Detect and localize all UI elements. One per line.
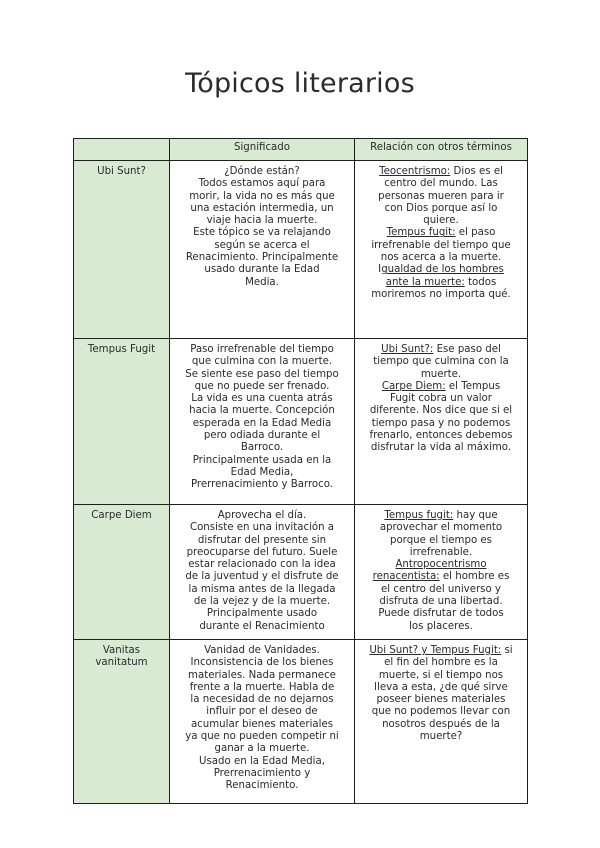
cell-line bbox=[358, 621, 524, 633]
relation-cell bbox=[355, 505, 528, 640]
cell-line bbox=[358, 706, 524, 718]
cell-line: pero odiada durante el bbox=[203, 430, 321, 442]
line-text: irrefrenable. bbox=[409, 546, 473, 558]
cell-line bbox=[358, 535, 524, 547]
topic-cell bbox=[74, 339, 170, 505]
line-text: con Dios porque así lo bbox=[384, 202, 498, 214]
cell-line: Prerrenacimiento y Barroco. bbox=[190, 479, 334, 491]
line-text: tiempo que culmina con la bbox=[373, 356, 509, 368]
meaning-cell bbox=[170, 639, 355, 803]
cell-line bbox=[358, 418, 524, 430]
cell-line: de la vejez y de la muerte. bbox=[193, 596, 331, 608]
cell-line bbox=[358, 657, 524, 669]
line-text: Puede disfrutar de todos bbox=[378, 608, 504, 620]
line-text: lleva a esta, ¿de qué sirve bbox=[374, 681, 508, 693]
line-text: muerte, si el tiempo nos bbox=[378, 669, 504, 681]
line-text: centro del mundo. Las bbox=[384, 178, 498, 190]
cell-line bbox=[358, 596, 524, 608]
term-label: renacentista: bbox=[372, 571, 440, 583]
table-row bbox=[74, 639, 528, 803]
cell-line: Consiste en una invitación a bbox=[189, 522, 335, 534]
cell-line: materiales. Nada permanece bbox=[188, 669, 336, 681]
cell-line: Este tópico se va relajando bbox=[193, 227, 331, 239]
table-row bbox=[74, 339, 528, 505]
meaning-cell bbox=[170, 339, 355, 505]
cell-line bbox=[358, 608, 524, 620]
term-label: Tempus fugit: bbox=[386, 227, 456, 239]
cell-line bbox=[358, 178, 524, 190]
line-text: el centro del universo y bbox=[381, 583, 501, 595]
cell-line: que no puede ser frenado. bbox=[194, 380, 330, 392]
cell-line: de la juventud y el disfrute de bbox=[185, 571, 339, 583]
cell-line: usado durante la Edad bbox=[204, 264, 320, 276]
cell-line: según se acerca el bbox=[214, 239, 310, 251]
topic-cell bbox=[74, 505, 170, 640]
cell-line: acumular bienes materiales bbox=[190, 718, 334, 730]
cell-line: Todos estamos aquí para bbox=[198, 178, 326, 190]
line-text: tiempo pasa y no podemos bbox=[371, 417, 511, 429]
cell-line bbox=[358, 405, 524, 417]
cell-line bbox=[358, 547, 524, 559]
line-text: diferente. Nos dice que si el bbox=[369, 405, 513, 417]
line-text: poseer bienes materiales bbox=[376, 694, 506, 706]
relation-cell bbox=[355, 639, 528, 803]
meaning-cell bbox=[170, 505, 355, 640]
cell-line: estar relacionado con la idea bbox=[188, 559, 336, 571]
line-text: si bbox=[501, 644, 513, 656]
cell-line: que culmina con la muerte. bbox=[191, 356, 333, 368]
cell-line: viaje hacia la muerte. bbox=[206, 215, 318, 227]
cell-line: durante el Renacimiento bbox=[199, 620, 325, 632]
cell-line: Prerrenacimiento y bbox=[213, 767, 311, 779]
line-text: el fin del hombre es la bbox=[384, 657, 498, 669]
cell-line: Renacimiento. Principalmente bbox=[185, 252, 339, 264]
literary-topics-table bbox=[73, 138, 528, 804]
cell-line: Usado en la Edad Media, bbox=[199, 755, 325, 767]
cell-line bbox=[358, 166, 524, 178]
cell-line: Aprovecha el día. bbox=[217, 510, 307, 521]
cell-line: Principalmente usado bbox=[206, 608, 318, 620]
cell-line bbox=[358, 227, 524, 239]
cell-line bbox=[358, 645, 524, 657]
line-text: Ese paso del bbox=[433, 344, 501, 355]
cell-line: La vida es una cuenta atrás bbox=[191, 393, 333, 405]
line-text: porque el tiempo es bbox=[389, 534, 492, 546]
topic-cell bbox=[74, 639, 170, 803]
cell-line bbox=[358, 252, 524, 264]
term-label: gualdad de los hombres bbox=[381, 264, 504, 276]
term-label: Antropocentrismo bbox=[395, 559, 487, 571]
cell-line: hacia la muerte. Concepción bbox=[189, 405, 335, 417]
cell-line bbox=[358, 191, 524, 203]
cell-line bbox=[358, 369, 524, 381]
line-text: nosotros después de la bbox=[382, 718, 500, 730]
cell-line: Vanitas bbox=[102, 644, 141, 656]
term-label: Carpe Diem: bbox=[381, 380, 446, 392]
relation-cell bbox=[355, 339, 528, 505]
line-text: Dios es el bbox=[450, 166, 503, 177]
cell-line bbox=[358, 240, 524, 252]
cell-line bbox=[358, 719, 524, 731]
term-label: Ubi Sunt?: bbox=[381, 344, 434, 355]
cell-line bbox=[358, 731, 524, 743]
cell-line: Ubi Sunt? bbox=[97, 166, 146, 177]
line-text: personas mueren para ir bbox=[378, 190, 504, 202]
cell-line: ya que no pueden competir ni bbox=[185, 731, 339, 743]
line-text: que no podemos llevar con bbox=[371, 706, 511, 718]
cell-line: morir, la vida no es más que bbox=[189, 190, 335, 202]
table-row bbox=[74, 505, 528, 640]
cell-line bbox=[358, 682, 524, 694]
table-row bbox=[74, 161, 528, 339]
cell-line bbox=[358, 670, 524, 682]
cell-line: esperada en la Edad Media bbox=[192, 417, 332, 429]
cell-line bbox=[358, 356, 524, 368]
cell-line bbox=[358, 571, 524, 583]
cell-line: disfrutar del presente sin bbox=[197, 534, 327, 546]
cell-line: Inconsistencia de los bienes bbox=[190, 657, 334, 669]
term-label: ante la muerte: bbox=[385, 276, 465, 288]
line-text: muerte. bbox=[420, 368, 462, 380]
cell-line: ganar a la muerte. bbox=[214, 743, 310, 755]
header-cell-empty bbox=[74, 139, 170, 161]
line-text: quiere. bbox=[423, 215, 459, 227]
cell-line: Vanidad de Vanidades. bbox=[204, 644, 320, 656]
cell-line bbox=[358, 381, 524, 393]
header-cell-relation: Relación con otros términos bbox=[355, 139, 528, 161]
cell-line: Media. bbox=[245, 276, 279, 288]
term-label: Ubi Sunt? y Tempus Fugit: bbox=[369, 644, 502, 656]
term-label: Tempus fugit: bbox=[384, 510, 454, 521]
cell-line bbox=[358, 694, 524, 706]
cell-line bbox=[358, 522, 524, 534]
cell-line bbox=[358, 203, 524, 215]
line-text: nos acerca a la muerte. bbox=[380, 252, 502, 264]
cell-line: Carpe Diem bbox=[91, 510, 152, 521]
line-text: moriremos no importa qué. bbox=[371, 288, 511, 300]
cell-line bbox=[358, 584, 524, 596]
cell-line: frente a la muerte. Habla de bbox=[189, 681, 335, 693]
header-cell-meaning: Significado bbox=[170, 139, 355, 161]
cell-line: ¿Dónde están? bbox=[224, 166, 300, 177]
cell-line bbox=[358, 289, 524, 301]
cell-line bbox=[358, 510, 524, 522]
meaning-cell bbox=[170, 161, 355, 339]
line-text: disfrutar la vida al máximo. bbox=[370, 442, 512, 454]
line-text: todos bbox=[464, 276, 497, 288]
cell-line: Tempus Fugit bbox=[87, 344, 156, 355]
cell-line: vanitatum bbox=[95, 657, 148, 669]
line-text: Fugit cobra un valor bbox=[390, 393, 492, 405]
line-text: muerte? bbox=[419, 731, 463, 743]
cell-line: Edad Media, bbox=[230, 466, 294, 478]
cell-line bbox=[358, 442, 524, 454]
cell-line bbox=[358, 277, 524, 289]
line-text: el hombre es bbox=[439, 571, 510, 583]
line-text: irrefrenable del tiempo que bbox=[371, 239, 511, 251]
cell-line: la necesidad de no dejarnos bbox=[190, 694, 334, 706]
table-header-row bbox=[74, 139, 528, 161]
cell-line bbox=[358, 559, 524, 571]
cell-line: una estación intermedia, un bbox=[190, 202, 334, 214]
cell-line bbox=[358, 430, 524, 442]
cell-line bbox=[358, 264, 524, 276]
term-label: Teocentrismo: bbox=[379, 166, 451, 177]
cell-line: influir por el deseo de bbox=[206, 706, 318, 718]
cell-line: Paso irrefrenable del tiempo bbox=[190, 344, 334, 355]
cell-line bbox=[358, 215, 524, 227]
cell-line: preocuparse del futuro. Suele bbox=[186, 546, 338, 558]
cell-line: Se siente ese paso del tiempo bbox=[185, 368, 339, 380]
line-text: hay que bbox=[453, 510, 498, 521]
line-text: el paso bbox=[455, 227, 496, 239]
relation-cell bbox=[355, 161, 528, 339]
cell-line: Barroco. bbox=[240, 442, 284, 454]
line-text: disfruta de una libertad. bbox=[379, 596, 503, 608]
topic-cell bbox=[74, 161, 170, 339]
line-text: I bbox=[378, 264, 382, 276]
line-text: los placeres. bbox=[409, 620, 473, 632]
line-text: aprovechar el momento bbox=[379, 522, 503, 534]
cell-line bbox=[358, 393, 524, 405]
page-title: Tópicos literarios bbox=[185, 68, 415, 99]
cell-line: la misma antes de la llegada bbox=[188, 583, 336, 595]
line-text: frenarlo, entonces debemos bbox=[369, 430, 513, 442]
cell-line bbox=[358, 344, 524, 356]
cell-line: Renacimiento. bbox=[225, 780, 299, 792]
cell-line: Principalmente usada en la bbox=[192, 454, 332, 466]
line-text: el Tempus bbox=[445, 380, 501, 392]
